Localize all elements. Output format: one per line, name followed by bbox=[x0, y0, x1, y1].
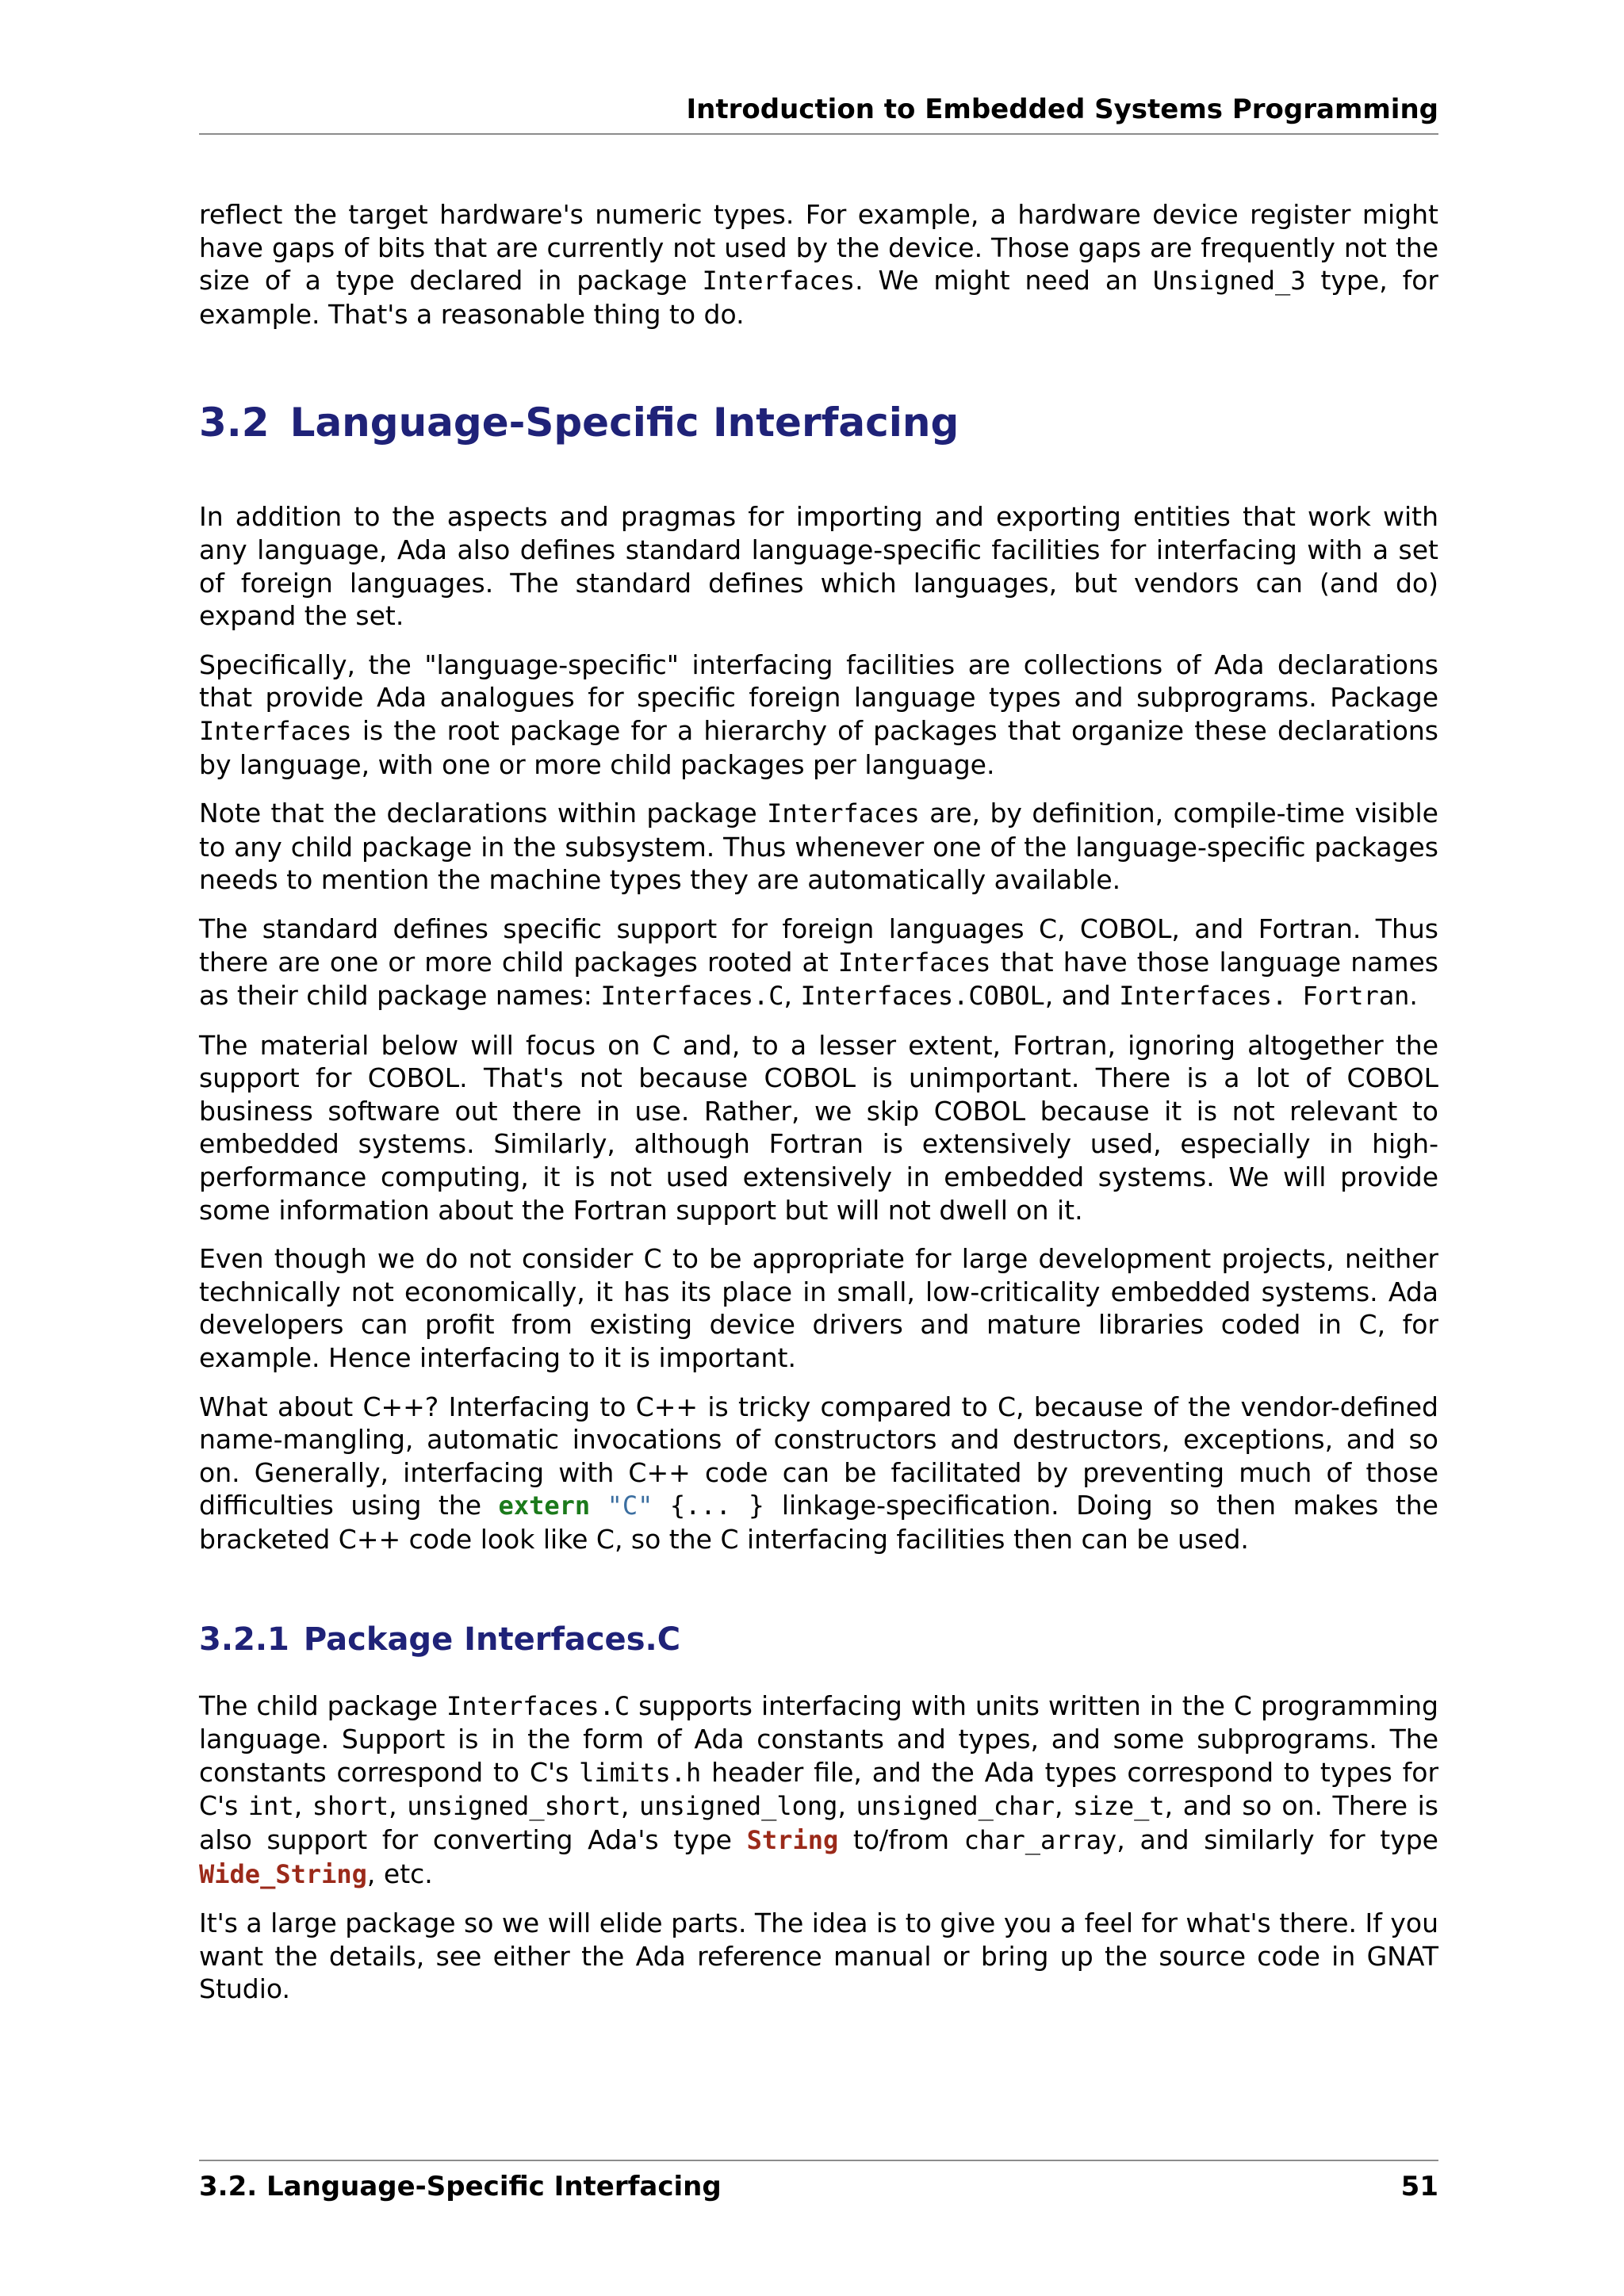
paragraph bbox=[199, 1689, 1438, 1892]
paragraph bbox=[199, 649, 1438, 781]
paragraph: The material below will focus on C and, to a lesser extent, Fortran, ignoring altogether the support for COBOL. That's not because COBOL is unimportant. There is a lot of COBOL business software out there in use. Rather, we skip COBOL because it is not relevant to embedded systems. Similarly, although Fortran is extensively used, especially in high-performance computing, it is not used extensively in embedded systems. We will provide some information about the Fortran support but will not dwell on it. bbox=[199, 1029, 1438, 1226]
text-run: , bbox=[1054, 1790, 1074, 1822]
code-span: Interfaces.C bbox=[446, 1690, 630, 1721]
code-span: short bbox=[312, 1791, 389, 1822]
code-span: Unsigned_3 bbox=[1152, 266, 1306, 297]
code-span: Interfaces bbox=[702, 266, 856, 297]
subsection-title: Package Interfaces.C bbox=[303, 1621, 681, 1658]
code-type: String bbox=[746, 1824, 839, 1855]
paragraph: In addition to the aspects and pragmas for importing and exporting entities that work with any language, Ada also defines standard language-specific facilities for interfacing with a set of foreign languages. The standard defines which languages, but vendors can (and do) expand the set. bbox=[199, 501, 1438, 632]
code-keyword: extern bbox=[498, 1490, 591, 1521]
text-run: . bbox=[1409, 980, 1418, 1012]
page bbox=[199, 0, 1438, 2296]
section-number: 3.2 bbox=[199, 400, 270, 446]
code-span: Interfaces.C bbox=[600, 981, 784, 1012]
text-run: supports interfacing with units written in the C programming language. Support is in the form of Ada constants and types, and some subprograms. The constants correspond to C's bbox=[199, 1689, 1438, 1788]
text-run: . We might need an bbox=[855, 265, 1153, 297]
text-run: reflect the target hardware's numeric types. For example, a hardware device register might have gaps of bits that are currently not used by the device. Those gaps are frequently not the size of a type declared in package bbox=[199, 199, 1438, 297]
text-run: to/from bbox=[838, 1823, 964, 1855]
text-run: Specifically, the "language-specific" interfacing facilities are collections of Ada declarations that provide Ada analogues for specific foreign language types and subprograms. Package bbox=[199, 649, 1438, 714]
text-run: , etc. bbox=[366, 1858, 433, 1889]
code-span: int bbox=[247, 1791, 294, 1822]
body-text bbox=[199, 198, 1438, 2022]
paragraph: It's a large package so we will elide parts. The idea is to give you a feel for what's there. If you want the details, see either the Ada reference manual or bring up the source code in GNAT Studio. bbox=[199, 1908, 1438, 2005]
text-run: Note that the declarations within package bbox=[199, 798, 768, 829]
code-span: Interfaces bbox=[199, 715, 352, 746]
subsection-heading bbox=[199, 1620, 1438, 1659]
text-run: , bbox=[837, 1790, 856, 1822]
text-run: , and similarly for type bbox=[1116, 1823, 1438, 1855]
text-run: , bbox=[389, 1790, 408, 1822]
code-span: limits.h bbox=[579, 1757, 702, 1788]
code-span: {... bbox=[669, 1490, 731, 1521]
running-header: Introduction to Embedded Systems Programming bbox=[199, 90, 1438, 135]
text-run: What about C++? Interfacing to C++ is tricky compared to C, because of the vendor-defined name-mangling, automatic invocations of constructors and destructors, exceptions, and so on. Generally, interfacing with C++ code can be facilitated by preventing much of those difficulties using the bbox=[199, 1391, 1438, 1521]
paragraph bbox=[199, 913, 1438, 1013]
code-span: Interfaces bbox=[837, 947, 991, 978]
text-run: is the root package for a hierarchy of packages that organize these declarations by language, with one or more child packages per language. bbox=[199, 714, 1438, 780]
section-title: Language-Specific Interfacing bbox=[289, 400, 959, 446]
running-footer bbox=[199, 2160, 1438, 2206]
text-run: , and bbox=[1044, 980, 1120, 1012]
section-heading bbox=[199, 399, 1438, 446]
paragraph bbox=[199, 797, 1438, 897]
subsection-number: 3.2.1 bbox=[199, 1621, 289, 1658]
code-span: Interfaces. Fortran bbox=[1119, 981, 1410, 1012]
page-number: 51 bbox=[1400, 2171, 1438, 2202]
text-run: that have those language names as their child package names: bbox=[199, 946, 1438, 1012]
text-run: , bbox=[293, 1790, 312, 1822]
code-span: unsigned_short bbox=[407, 1791, 621, 1822]
text-run: header file, and the Ada types correspond to types for C's bbox=[199, 1756, 1439, 1822]
code-span: unsigned_char bbox=[856, 1791, 1055, 1822]
text-run: } linkage-specification. Doing so then makes the bracketed C++ code look like C, so the C interfacing facilities then can be used. bbox=[199, 1490, 1438, 1555]
text-run: The child package bbox=[199, 1689, 446, 1721]
intro-paragraph bbox=[199, 198, 1438, 331]
code-string: "C" bbox=[607, 1490, 653, 1521]
text-run: , and so on. There is also support for converting Ada's type bbox=[199, 1790, 1438, 1855]
footer-section: 3.2. Language-Specific Interfacing bbox=[199, 2171, 722, 2202]
paragraph bbox=[199, 1391, 1438, 1556]
code-span: Interfaces.COBOL bbox=[800, 981, 1045, 1012]
text-run: , bbox=[620, 1790, 639, 1822]
code-type: Wide_String bbox=[199, 1858, 367, 1889]
code-span: char_array bbox=[963, 1824, 1117, 1855]
text-run: are, by definition, compile-time visible to any child package in the subsystem. Thus whenever one of the language-specific packages needs to mention the machine types they are automatically available. bbox=[199, 798, 1438, 896]
code-span: size_t bbox=[1073, 1791, 1165, 1822]
text-run: The standard defines specific support for foreign languages C, COBOL, and Fortran. Thus there are one or more child packages rooted at bbox=[199, 913, 1438, 978]
text-run: type, for example. That's a reasonable thing to do. bbox=[199, 265, 1438, 330]
code-span: Interfaces bbox=[767, 798, 920, 829]
text-run: , bbox=[783, 980, 801, 1012]
paragraph: Even though we do not consider C to be appropriate for large development projects, neither technically not economically, it has its place in small, low-criticality embedded systems. Ada developers can profit from existing device drivers and mature libraries coded in C, for example. Hence interfacing to it is important. bbox=[199, 1243, 1438, 1374]
code-span: unsigned_long bbox=[638, 1791, 838, 1822]
